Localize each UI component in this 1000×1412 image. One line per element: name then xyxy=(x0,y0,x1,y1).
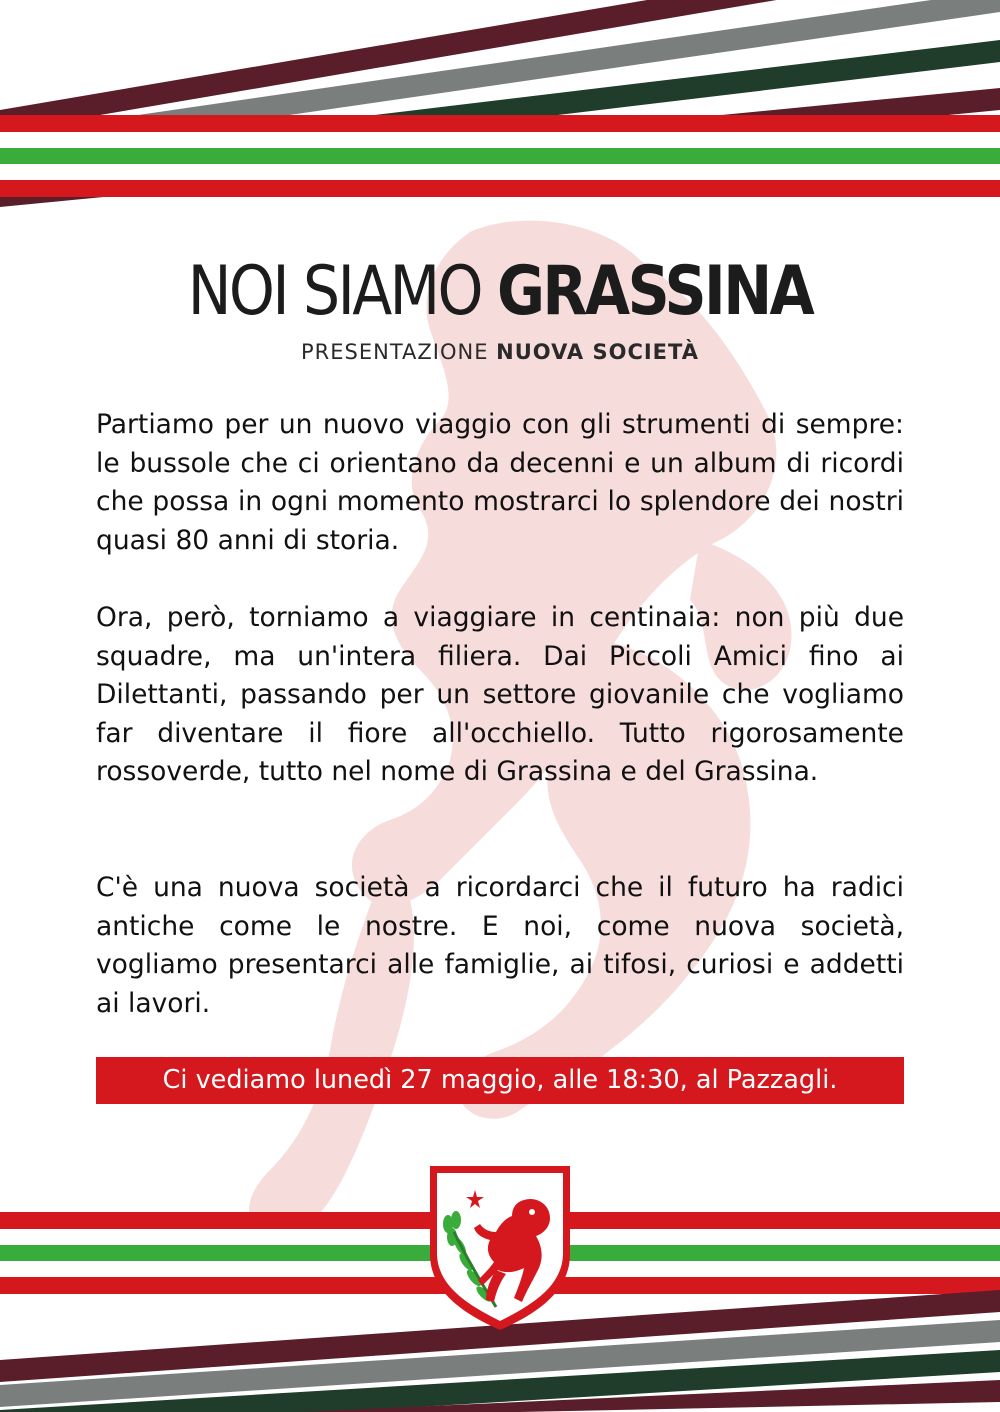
event-banner: Ci vediamo lunedì 27 maggio, alle 18:30, al Pazzagli. xyxy=(96,1057,904,1104)
paragraph-filiera: Ora, però, torniamo a viaggiare in centinaia: non più due squadre, ma un'intera filiera. Dai Piccoli Amici fino ai Dilettanti, passando per un settore giovanile che vogliamo far diventare il fiore all'occhiello. Tutto rigorosamente rossoverde, tutto nel nome di Grassina e del Grassina. xyxy=(96,602,904,787)
paragraph-nuova-societa: C'è una nuova società a ricordarci che il futuro ha radici antiche come le nostre. E noi, come nuova società, vogliamo presentarci alle famiglie, ai tifosi, curiosi e addetti ai lavori. xyxy=(96,872,904,1019)
grassina-crest-icon xyxy=(426,1162,574,1332)
subtitle-light: PRESENTAZIONE xyxy=(301,340,497,364)
title-bold: GRASSINA xyxy=(497,252,813,331)
page-subtitle xyxy=(0,340,1000,364)
page-title xyxy=(70,252,930,332)
subtitle-bold: NUOVA SOCIETÀ xyxy=(496,340,699,364)
title-light: NOI SIAMO xyxy=(187,252,498,331)
paragraph-intro: Partiamo per un nuovo viaggio con gli strumenti di sempre: le bussole che ci orientano da decenni e un album di ricordi che possa in ogni momento mostrarci lo splendore dei nostri quasi 80 anni di storia. xyxy=(96,409,904,556)
